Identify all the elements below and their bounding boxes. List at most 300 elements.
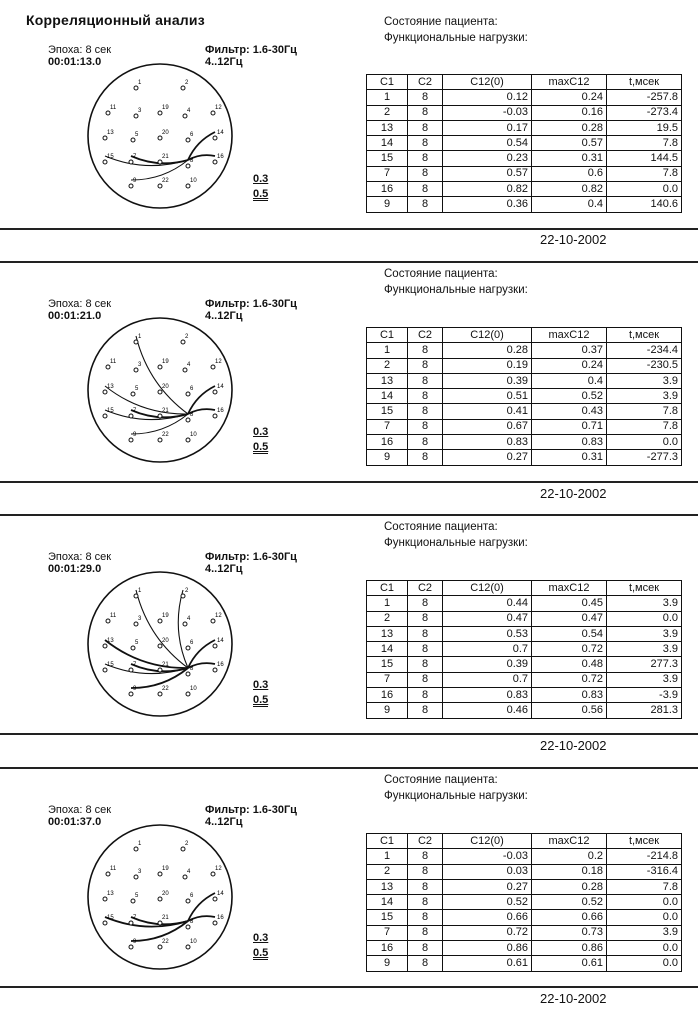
svg-text:1: 1 [138,588,142,594]
electrode-3 [134,362,142,372]
electrode-7 [129,915,137,925]
filter-range-label: Фильтр: 1.6-30Гц [205,298,297,310]
filter-block [205,298,297,322]
table-cell: 0.16 [532,105,607,120]
threshold-low: 0.3 [253,679,269,691]
table-cell: 8 [408,864,443,879]
table-cell: 0.23 [443,151,532,166]
svg-text:12: 12 [215,866,222,872]
table-cell: 0.66 [532,910,607,925]
table-cell: 15 [367,657,408,672]
connection-line-13-8 [105,386,188,414]
table-cell: -234.4 [607,343,682,358]
svg-text:10: 10 [190,686,197,692]
functional-loads-label: Функциональные нагрузки: [384,32,528,44]
table-cell: 0.47 [443,611,532,626]
table-row [367,672,682,687]
electrode-10 [186,939,197,949]
threshold-high: 0.5 [253,947,269,959]
panel-separator [0,228,698,230]
svg-text:21: 21 [162,915,169,921]
panel-separator [0,481,698,483]
table-cell: 0.44 [443,596,532,611]
epoch-block [48,298,111,322]
electrode-12 [211,866,222,876]
filter-range-label: Фильтр: 1.6-30Гц [205,44,297,56]
electrode-11 [106,866,117,876]
electrode-3 [134,616,142,626]
threshold-low: 0.3 [253,932,269,944]
svg-text:3: 3 [138,616,142,622]
table-cell: 0.4 [532,373,607,388]
table-cell: 8 [408,373,443,388]
svg-text:7: 7 [133,915,137,921]
svg-text:22: 22 [162,432,169,438]
electrode-6 [186,132,194,142]
table-cell: 8 [408,849,443,864]
table-row [367,910,682,925]
table-cell: 144.5 [607,151,682,166]
table-cell: 14 [367,389,408,404]
column-header: C12(0) [443,834,532,849]
svg-text:14: 14 [217,891,224,897]
panel-separator-top [0,261,698,263]
correlation-table [366,580,682,719]
column-header: C2 [408,834,443,849]
column-header: C1 [367,328,408,343]
electrode-1 [134,588,142,598]
table-cell: 0.86 [443,941,532,956]
svg-text:2: 2 [185,80,189,86]
table-cell: 0.61 [443,956,532,971]
electrode-19 [158,866,169,876]
table-row [367,941,682,956]
connection-line-2-8 [178,843,188,921]
table-row [367,404,682,419]
electrode-13 [103,384,114,394]
table-cell: 8 [408,435,443,450]
svg-text:6: 6 [190,386,194,392]
svg-text:21: 21 [162,408,169,414]
electrode-2 [181,334,189,344]
table-cell: 2 [367,358,408,373]
svg-text:13: 13 [107,130,114,136]
svg-text:21: 21 [162,662,169,668]
table-cell: 3.9 [607,925,682,940]
svg-text:10: 10 [190,432,197,438]
svg-text:9: 9 [133,178,137,184]
table-cell: 16 [367,435,408,450]
electrode-10 [186,686,197,696]
table-cell: 16 [367,941,408,956]
table-cell: 0.0 [607,435,682,450]
table-cell: 0.47 [532,611,607,626]
table-cell: 0.27 [443,450,532,465]
svg-text:15: 15 [107,408,114,414]
table-cell: 8 [408,90,443,105]
epoch-time: 00:01:21.0 [48,310,102,322]
table-cell: 0.56 [532,703,607,718]
svg-text:19: 19 [162,105,169,111]
table-cell: 9 [367,956,408,971]
table-cell: 0.28 [532,120,607,135]
column-header: t,мсек [607,581,682,596]
column-header: maxC12 [532,834,607,849]
threshold-high: 0.5 [253,188,269,200]
table-cell: 0.0 [607,611,682,626]
connection-line-13-8 [105,640,188,668]
table-row [367,419,682,434]
table-cell: 7 [367,925,408,940]
electrode-15 [103,154,114,164]
table-cell: 0.6 [532,166,607,181]
table-cell: 13 [367,120,408,135]
column-header: t,мсек [607,328,682,343]
table-row [367,596,682,611]
table-cell: 0.31 [532,450,607,465]
svg-text:3: 3 [138,869,142,875]
table-row [367,120,682,135]
table-cell: 0.57 [443,166,532,181]
svg-text:15: 15 [107,915,114,921]
correlation-table [366,74,682,213]
electrode-1 [134,841,142,851]
svg-text:11: 11 [110,613,117,619]
electrode-11 [106,613,117,623]
table-row [367,626,682,641]
electrode-10 [186,432,197,442]
filter-band-label: 4..12Гц [205,563,243,575]
column-header: C2 [408,75,443,90]
table-cell: 8 [408,419,443,434]
patient-state-block [384,772,528,804]
table-row [367,151,682,166]
table-cell: 0.31 [532,151,607,166]
table-cell: 7 [367,166,408,181]
threshold-legend [253,678,268,708]
table-cell: 8 [408,404,443,419]
svg-text:4: 4 [187,616,191,622]
epoch-block [48,804,111,828]
table-cell: 7.8 [607,879,682,894]
table-cell: 8 [408,657,443,672]
electrode-2 [181,841,189,851]
head-electrode-map [85,837,235,987]
electrode-20 [158,130,169,140]
svg-text:9: 9 [133,939,137,945]
panel-date: 22-10-2002 [540,991,607,1006]
epoch-time: 00:01:29.0 [48,563,102,575]
svg-text:14: 14 [217,638,224,644]
table-cell: 8 [408,151,443,166]
svg-text:2: 2 [185,334,189,340]
electrode-5 [131,386,139,396]
table-cell: 0.0 [607,956,682,971]
table-cell: 0.72 [532,642,607,657]
electrode-7 [129,154,137,164]
table-cell: 0.61 [532,956,607,971]
threshold-low: 0.3 [253,426,269,438]
table-cell: 13 [367,626,408,641]
electrode-1 [134,80,142,90]
electrode-22 [158,178,169,188]
electrode-6 [186,640,194,650]
electrode-9 [129,178,137,188]
connection-line-2-8 [178,590,188,668]
table-cell: 8 [408,925,443,940]
epoch-time: 00:01:13.0 [48,56,102,68]
svg-text:19: 19 [162,866,169,872]
connection-line-2-8 [178,82,188,160]
table-cell: -3.9 [607,688,682,703]
connection-line-2-8 [178,336,188,414]
table-cell: 8 [408,956,443,971]
column-header: t,мсек [607,75,682,90]
table-cell: 0.53 [443,626,532,641]
table-cell: 2 [367,105,408,120]
svg-text:7: 7 [133,154,137,160]
column-header: maxC12 [532,328,607,343]
filter-band-label: 4..12Гц [205,310,243,322]
table-cell: 0.72 [532,672,607,687]
head-electrode-map [85,330,235,480]
svg-text:8: 8 [190,412,194,418]
table-cell: 16 [367,688,408,703]
table-row [367,166,682,181]
panel-separator [0,733,698,735]
table-cell: 0.0 [607,182,682,197]
column-header: maxC12 [532,581,607,596]
svg-text:5: 5 [135,640,139,646]
threshold-legend [253,931,268,961]
table-cell: 7 [367,672,408,687]
table-cell: 8 [408,941,443,956]
table-cell: 8 [408,166,443,181]
table-cell: 0.66 [443,910,532,925]
table-cell: 9 [367,197,408,212]
svg-text:3: 3 [138,108,142,114]
table-cell: 9 [367,450,408,465]
table-cell: 0.0 [607,910,682,925]
table-cell: 3.9 [607,642,682,657]
column-header: C1 [367,75,408,90]
table-cell: 7 [367,419,408,434]
svg-text:15: 15 [107,662,114,668]
table-cell: 0.24 [532,90,607,105]
table-row [367,136,682,151]
table-row [367,358,682,373]
table-cell: 0.57 [532,136,607,151]
epoch-label: Эпоха: 8 сек [48,804,112,816]
table-row [367,90,682,105]
table-cell: 0.46 [443,703,532,718]
epoch-label: Эпоха: 8 сек [48,551,112,563]
electrode-15 [103,915,114,925]
svg-text:1: 1 [138,80,142,86]
table-header-row [367,328,682,343]
svg-text:2: 2 [185,588,189,594]
svg-text:1: 1 [138,334,142,340]
table-row [367,105,682,120]
table-cell: 0.4 [532,197,607,212]
table-cell: 0.71 [532,419,607,434]
electrode-15 [103,408,114,418]
svg-text:13: 13 [107,638,114,644]
electrode-10 [186,178,197,188]
table-cell: 0.52 [532,389,607,404]
table-cell: 0.0 [607,895,682,910]
table-cell: 0.37 [532,343,607,358]
column-header: C2 [408,581,443,596]
table-cell: 8 [408,895,443,910]
table-cell: -214.8 [607,849,682,864]
connection-line-13-8 [105,132,188,160]
table-cell: 8 [408,182,443,197]
head-electrode-map [85,76,235,226]
electrode-3 [134,869,142,879]
electrode-13 [103,891,114,901]
panel-date: 22-10-2002 [540,232,607,247]
electrode-4 [183,616,191,626]
svg-text:2: 2 [185,841,189,847]
svg-text:15: 15 [107,154,114,160]
table-cell: 8 [408,688,443,703]
svg-text:8: 8 [190,919,194,925]
electrode-7 [129,408,137,418]
table-cell: 8 [408,596,443,611]
table-cell: 7.8 [607,166,682,181]
svg-text:7: 7 [133,408,137,414]
table-cell: 7.8 [607,419,682,434]
electrode-11 [106,105,117,115]
electrode-6 [186,386,194,396]
electrode-13 [103,130,114,140]
column-header: C1 [367,581,408,596]
table-row [367,611,682,626]
table-cell: 3.9 [607,672,682,687]
table-cell: 0.17 [443,120,532,135]
functional-loads-label: Функциональные нагрузки: [384,790,528,802]
table-cell: 0.28 [443,343,532,358]
threshold-high: 0.5 [253,694,269,706]
table-row [367,197,682,212]
table-cell: 0.39 [443,373,532,388]
correlation-table [366,833,682,972]
svg-text:12: 12 [215,105,222,111]
table-row [367,849,682,864]
table-cell: 3.9 [607,596,682,611]
electrode-12 [211,359,222,369]
svg-text:11: 11 [110,105,117,111]
table-cell: 8 [408,358,443,373]
electrode-5 [131,893,139,903]
svg-text:20: 20 [162,891,169,897]
patient-state-block [384,519,528,551]
epoch-block [48,44,111,68]
table-cell: 8 [408,197,443,212]
electrode-2 [181,80,189,90]
electrode-9 [129,432,137,442]
table-cell: 14 [367,642,408,657]
table-cell: 2 [367,611,408,626]
threshold-low: 0.3 [253,173,269,185]
filter-range-label: Фильтр: 1.6-30Гц [205,804,297,816]
table-cell: 8 [408,879,443,894]
svg-text:6: 6 [190,132,194,138]
table-cell: 3.9 [607,626,682,641]
electrode-5 [131,132,139,142]
table-cell: 15 [367,404,408,419]
filter-band-label: 4..12Гц [205,816,243,828]
svg-text:22: 22 [162,686,169,692]
svg-text:5: 5 [135,132,139,138]
table-cell: 13 [367,373,408,388]
threshold-high: 0.5 [253,441,269,453]
table-cell: 15 [367,151,408,166]
svg-text:13: 13 [107,891,114,897]
svg-text:6: 6 [190,893,194,899]
table-row [367,879,682,894]
filter-block [205,551,297,575]
svg-text:12: 12 [215,359,222,365]
functional-loads-label: Функциональные нагрузки: [384,284,528,296]
svg-text:4: 4 [187,108,191,114]
electrode-22 [158,686,169,696]
correlation-table [366,327,682,466]
svg-text:4: 4 [187,362,191,368]
electrode-4 [183,108,191,118]
table-cell: 7.8 [607,404,682,419]
electrode-22 [158,939,169,949]
table-cell: 8 [408,642,443,657]
connection-line-1-8 [136,843,188,921]
svg-text:20: 20 [162,130,169,136]
table-cell: 1 [367,849,408,864]
table-cell: 0.82 [532,182,607,197]
column-header: C2 [408,328,443,343]
table-cell: 0.54 [532,626,607,641]
panel-separator-top [0,514,698,516]
connection-line-1-8 [136,82,188,160]
electrode-22 [158,432,169,442]
table-cell: 0.48 [532,657,607,672]
table-cell: 1 [367,90,408,105]
table-cell: -0.03 [443,849,532,864]
threshold-legend [253,172,268,202]
svg-text:19: 19 [162,359,169,365]
filter-range-label: Фильтр: 1.6-30Гц [205,551,297,563]
table-cell: 0.86 [532,941,607,956]
table-row [367,450,682,465]
table-cell: 0.28 [532,879,607,894]
electrode-11 [106,359,117,369]
table-row [367,389,682,404]
table-cell: -0.03 [443,105,532,120]
patient-state-block [384,14,528,46]
svg-text:1: 1 [138,841,142,847]
table-cell: 0.51 [443,389,532,404]
patient-state-label: Состояние пациента: [384,774,498,786]
svg-text:3: 3 [138,362,142,368]
table-cell: -316.4 [607,864,682,879]
table-cell: 14 [367,895,408,910]
svg-text:10: 10 [190,939,197,945]
table-cell: 0.83 [443,688,532,703]
svg-text:21: 21 [162,154,169,160]
table-header-row [367,581,682,596]
electrode-20 [158,891,169,901]
svg-text:13: 13 [107,384,114,390]
